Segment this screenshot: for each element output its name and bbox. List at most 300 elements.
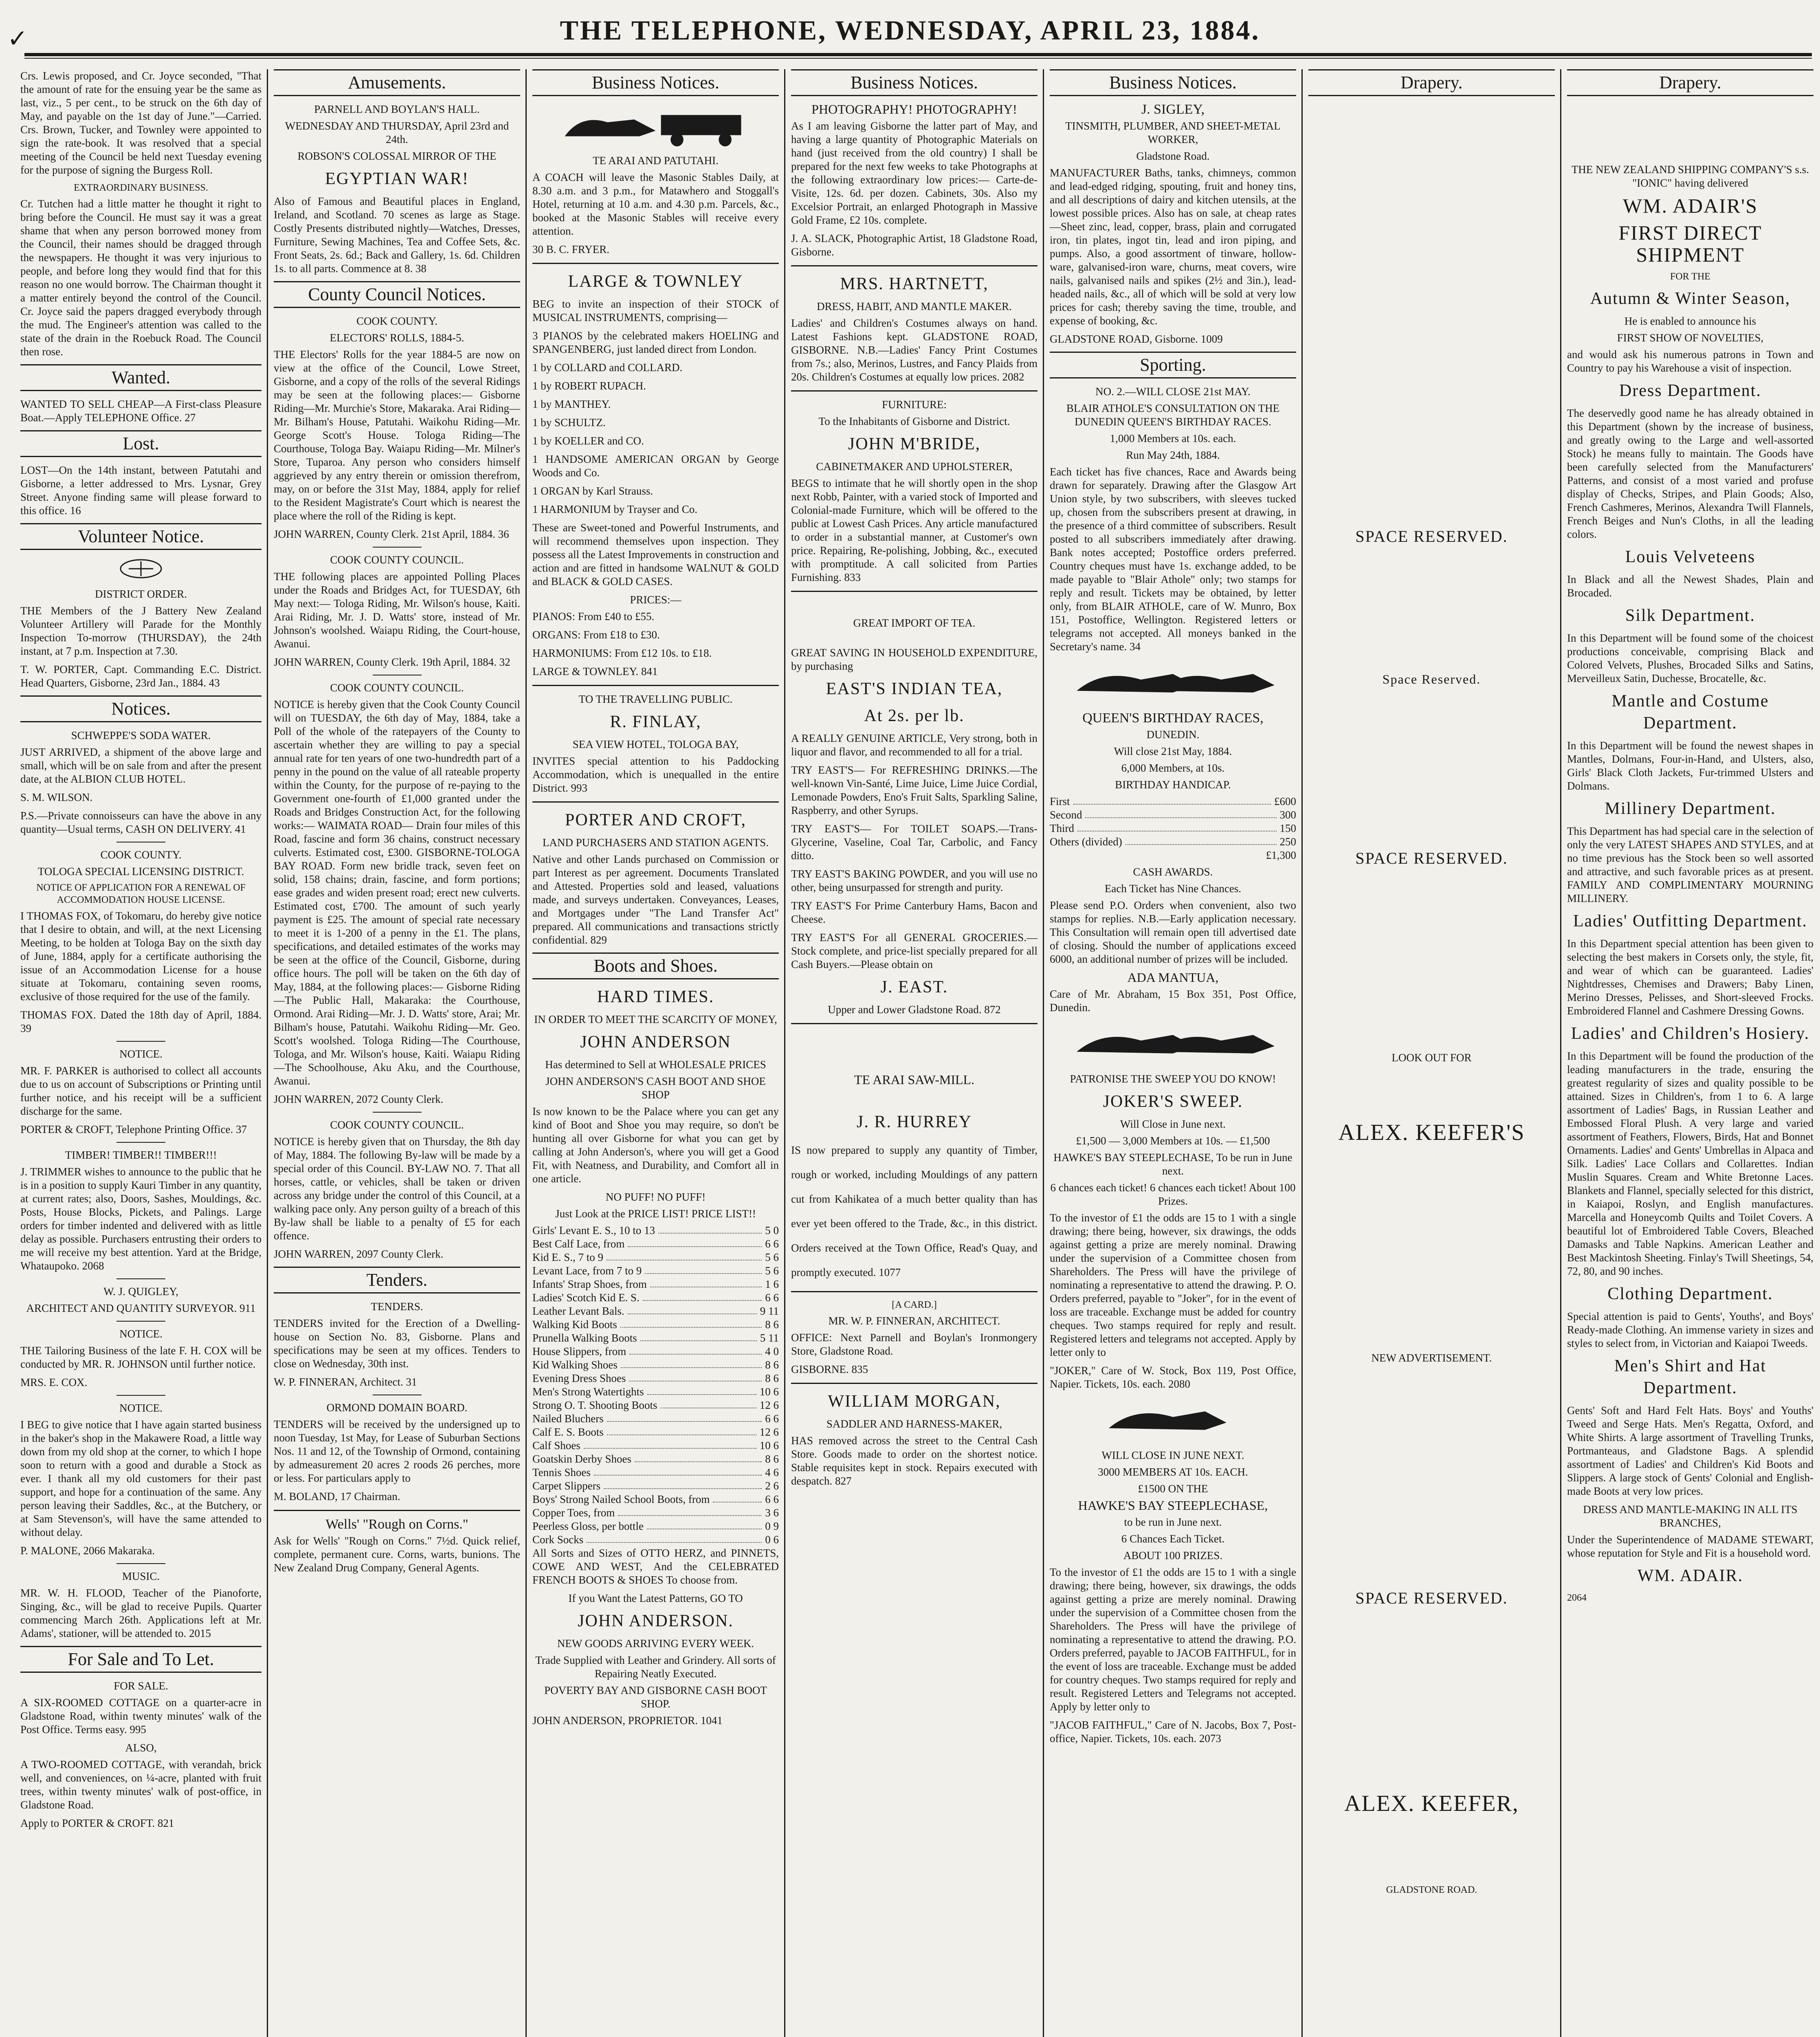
timber-body: J. TRIMMER wishes to announce to the public that he is in a position to supply Kauri Timber in any quantity, at current rates; also, Doors, Sashes, Mouldings, &c. Posts, House Blocks, Pickets, and Palings. Large orders for timber indented and delivered with as little delay as possible. Purchasers entrusting their orders to me will receive my best attention. Yard at the Bridge, Whataupoko. 2068: [20, 1166, 262, 1272]
price-list-value: 6 6: [765, 1238, 779, 1250]
clothing-body: Special attention is paid to Gents', Youths', and Boys' Ready-made Clothing. An immense variety in sizes and styles to select from, in Victorian and Kaiapoi Tweeds.: [1567, 1310, 1813, 1349]
queens-prize-list: [1050, 795, 1296, 849]
section-header-boots: Boots and Shoes.: [532, 953, 779, 979]
column-rule: [784, 69, 785, 2037]
large-item: 3 PIANOS by the celebrated makers HOELING and SPANGENBERG, just landed direct from London.: [532, 330, 779, 355]
mantua-signature: Care of Mr. Abraham, 15 Box 351, Post Office, Dunedin.: [1050, 988, 1296, 1014]
card-label: [A CARD.]: [892, 1300, 937, 1310]
ormond-body: TENDERS will be received by the undersigned up to noon Tuesday, 1st May, for Lease of Suburban Sections Nos. 11 and 12, of the Township of Ormond, containing by admeasurement 20 acres 2 roods 26 perches, more or less. For particulars apply to: [274, 1418, 520, 1484]
space-reserved: SPACE RESERVED.: [1355, 527, 1508, 546]
price-list-value: 2 6: [765, 1480, 779, 1492]
crest-emblem: [20, 557, 262, 584]
price-list-label: Infants' Strap Shoes, from: [532, 1278, 647, 1290]
price-list-label: Strong O. T. Shooting Boots: [532, 1399, 657, 1411]
column-1: [16, 69, 266, 2037]
price-list: [532, 1224, 779, 1546]
tenders-title: TENDERS.: [371, 1300, 423, 1313]
council-title: COOK COUNTY COUNCIL.: [330, 554, 464, 566]
council-signature: JOHN WARREN, County Clerk. 19th April, 1884. 32: [274, 656, 510, 668]
price-list-label: Nailed Bluchers: [532, 1412, 604, 1425]
price-list-row: [532, 1479, 779, 1493]
outfit-title: Ladies' Outfitting Department.: [1573, 912, 1807, 931]
joker-title: JOKER'S SWEEP.: [1103, 1092, 1243, 1111]
millinery-title: Millinery Department.: [1605, 799, 1776, 818]
tea-item: TRY EAST'S— For TOILET SOAPS.—Trans-Glycerine, Vaseline, Coal Tar, Carbolic, and Fancy ditto.: [791, 823, 1037, 862]
quigley-title: W. J. QUIGLEY,: [103, 1285, 178, 1298]
queens-close: Will close 21st May, 1884.: [1114, 745, 1232, 757]
column-rule: [267, 69, 268, 2037]
price-list-row: [532, 1439, 779, 1452]
porter-title: PORTER AND CROFT,: [565, 811, 746, 829]
large-item: 1 by COLLARD and COLLARD.: [532, 361, 683, 374]
gladstone-road: GLADSTONE ROAD.: [1386, 1885, 1477, 1895]
poverty-title: POVERTY BAY AND GISBORNE CASH BOOT SHOP.: [544, 1684, 767, 1710]
price-list-row: [532, 1318, 779, 1331]
masthead-rule: [24, 53, 1812, 56]
price-list-label: Girls' Levant E. S., 10 to 13: [532, 1224, 655, 1236]
mantua-title: ADA MANTUA,: [1127, 970, 1219, 985]
prices-title: PRICES:—: [630, 594, 681, 606]
clothing-title: Clothing Department.: [1607, 1285, 1773, 1303]
adair-invite: and would ask his numerous patrons in Town and Country to pay his Warehouse a visit of inspection.: [1567, 348, 1813, 374]
council-title: COOK COUNTY COUNCIL.: [330, 1119, 464, 1131]
music-title: MUSIC.: [122, 1570, 160, 1582]
price-list-label: Goatskin Derby Shoes: [532, 1453, 631, 1465]
price-list-value: 5 11: [760, 1332, 779, 1344]
price-list-label: Levant Lace, from 7 to 9: [532, 1265, 642, 1277]
blair-subtitle: BLAIR ATHOLE'S CONSULTATION ON THE DUNEDIN QUEEN'S BIRTHDAY RACES.: [1066, 402, 1280, 428]
volunteer-body: THE Members of the J Battery New Zealand Volunteer Artillery will Parade for the Monthly Inspection To-morrow (THURSDAY), the 24th instant, at 7 p.m. Inspection at 7.30.: [20, 605, 262, 657]
large-signature: LARGE & TOWNLEY. 841: [532, 665, 658, 678]
parnell-body: Also of Famous and Beautiful places in England, Ireland, and Scotland. 70 scenes as large as Stage. Costly Presents distributed nightly—Watches, Dresses, Furniture, Sewing Machines, Tea and Coffee Sets, &c. Front Seats, 2s. 6d.; Back and Gallery, 1s. 6d. Children 1s. to all parts. Commence at 8. 38: [274, 195, 520, 275]
large-item: 1 by MANTHEY.: [532, 398, 611, 410]
finlay-subtitle: SEA VIEW HOTEL, TOLOGA BAY,: [572, 738, 739, 750]
tea-item: TRY EAST'S For all GENERAL GROCERIES.—Stock complete, and price-list specially prepared for all Cash Buyers.—Please obtain on: [791, 931, 1037, 970]
section-header-sale: For Sale and To Let.: [20, 1646, 262, 1673]
tologa-body: I THOMAS FOX, of Tokomaru, do hereby give notice that I desire to obtain, and will, at the next Licensing Meeting, to be holden at Tologa Bay on the sixth day of June, 1884, apply for a certificate authorising the issue of an Accommodation License for a house situate at Tokomaru, containing seven rooms, exclusive of those required for the use of the family.: [20, 910, 262, 1003]
finlay-title: R. FINLAY,: [610, 713, 701, 731]
electors-signature: JOHN WARREN, County Clerk. 21st April, 1884. 36: [274, 528, 509, 540]
large-item: 1 by SCHULTZ.: [532, 416, 606, 429]
adair-season: Autumn & Winter Season,: [1590, 289, 1791, 308]
adair-signature: WM. ADAIR.: [1637, 1566, 1743, 1585]
music-body: MR. W. H. FLOOD, Teacher of the Pianoforte, Singing, &c., will be glad to receive Pupils. Quarter commencing March 26th. Applications left at Mr. Adams', stationer, will be attended to. 2015: [20, 1587, 262, 1639]
price-list-label: Peerless Gloss, per bottle: [532, 1520, 644, 1532]
mantle-body: In this Department will be found the newest shapes in Mantles, Dolmans, Four-in-Hand, and Ulsters, also, Girls' Black Cloth Jackets, Fur-trimmed Ulsters and Dolmans.: [1567, 739, 1813, 792]
prize-label: Others (divided): [1050, 836, 1122, 848]
hartnett-body: Ladies' and Children's Costumes always on hand. Latest Fashions kept. GLADSTONE ROAD, GISBORNE. N.B.—Ladies' Fancy Print Costumes from 7s.; also, Merinos, Lustres, and Fancy Plaids from 20s. Children's Costumes at equally low prices. 2082: [791, 317, 1037, 383]
masthead-rule-thin: [24, 58, 1812, 59]
mantle-title: Mantle and Costume Department.: [1611, 692, 1769, 733]
section-header-business: Business Notices.: [532, 69, 779, 96]
adair-shipment: FIRST DIRECT SHIPMENT: [1618, 221, 1762, 266]
prize-label: First: [1050, 795, 1070, 807]
price-list-value: 3 6: [765, 1507, 779, 1519]
price-list-row: [532, 1452, 779, 1466]
tea-item: TRY EAST'S BAKING POWDER, and you will use no other, being unsurpassed for strength and purity.: [791, 868, 1037, 893]
finneran-title: MR. W. P. FINNERAN, ARCHITECT.: [828, 1315, 1000, 1327]
coach-illustration: [549, 103, 763, 147]
price-list-value: 6 6: [765, 1291, 779, 1304]
tea-name: EAST'S INDIAN TEA,: [826, 680, 1003, 698]
price-list-row: [532, 1425, 779, 1439]
price-list-value: 4 0: [765, 1345, 779, 1357]
hosiery-body: In this Department will be found the production of the leading manufacturers in the trade, ensuring the greatest regularity of sizes and quality possible to be attained. Sizes in Children's, from 1 to 6. A large assortment of Ladies' Bags, in Russian Leather and Embossed Floral Plush. A very large and varied assortment of Feathers, Flowers, Birds, Hat and Bonnet Ornaments. Ladies' and Gents' Umbrellas in Alpaca and Silk. Ladies' Lace Collars and Collarettes. Indian Muslin Squares. Cream and White Bretonne Laces. Blankets and Flannel, specially selected for this district, in Kaiapoi, Roslyn, and English manufactures. Marcella and Honeycomb Quilts and Toilet Covers. A beautiful lot of Embroidered Table Covers, Bleached Damasks and Table Napkins. American Leather and Best Mackintosh Sheeting. Finlay's Twill Sheetings, 54, 72, 80, and 90 inches.: [1567, 1050, 1813, 1277]
price-list-label: Calf Shoes: [532, 1439, 580, 1452]
price-list-row: [532, 1399, 779, 1412]
velvet-body: In Black and all the Newest Shades, Plain and Brocaded.: [1567, 573, 1813, 599]
price-list-row: [532, 1385, 779, 1399]
wanted-ad: WANTED TO SELL CHEAP—A First-class Pleasure Boat.—Apply TELEPHONE Office. 27: [20, 398, 262, 424]
price-list-label: House Slippers, from: [532, 1345, 626, 1357]
queens-handicap: BIRTHDAY HANDICAP.: [1115, 779, 1231, 791]
hard-body-2: All Sorts and Sizes of OTTO HERZ, and PINNETS, COWE AND WEST, And the CELEBRATED FRENCH BOOTS & SHOES To choose from.: [532, 1547, 779, 1586]
photo-title: PHOTOGRAPHY! PHOTOGRAPHY!: [811, 102, 1017, 117]
price-list-label: Cork Socks: [532, 1533, 584, 1546]
large-item: 1 by ROBERT RUPACH.: [532, 380, 646, 392]
column-7: [1563, 69, 1818, 2037]
price-list-row: [532, 1412, 779, 1425]
joker-hawke: HAWKE'S BAY STEEPLECHASE, To be run in June next.: [1053, 1151, 1292, 1177]
section-header-wanted: Wanted.: [20, 364, 262, 391]
price-list-value: 4 6: [765, 1466, 779, 1478]
prize-label: Third: [1050, 822, 1074, 834]
east-subtitle: Upper and Lower Gladstone Road. 872: [828, 1003, 1001, 1016]
adair-enabled: He is enabled to announce his: [1624, 315, 1756, 327]
section-header-lost: Lost.: [20, 430, 262, 457]
hard-name: JOHN ANDERSON: [580, 1033, 731, 1051]
council-signature: JOHN WARREN, 2072 County Clerk.: [274, 1093, 444, 1105]
sigley-title: J. SIGLEY,: [1141, 102, 1205, 117]
notice-signature: P. MALONE, 2066 Makaraka.: [20, 1544, 155, 1557]
outfit-body: In this Department special attention has been given to selecting the best makers in Corsets only, the style, fit, and wear of which can be guaranteed. Ladies' Nightdresses, Chemises and Drawers; Baby Linen, Merino Dresses, Pelisses, and Short-sleeved Frocks. Embroidered Flannel and Cashmere Dressing Gowns.: [1567, 937, 1813, 1017]
council-report: Crs. Lewis proposed, and Cr. Joyce seconded, "That the amount of rate for the ensuing year be the same as last, viz., 5 per cent., to be struck on the 6th day of May, and payable on the 1st day of June."—Carried. Crs. Brown, Tucker, and Townley were appointed to sign the rate-book. It was resolved that a special meeting of the Council be held next Tuesday evening for the purpose of signing the Burgess Roll.: [20, 70, 262, 176]
porter-body: Native and other Lands purchased on Commission or part Interest as per agreement. Documents Translated and Attested. Properties sold and leased, valuations made, and surveys undertaken. Conveyances, Leases, and Mortgages under "The Land Transfer Act" prepared. All communications and transactions strictly confidential. 829: [532, 853, 779, 946]
price-list-row: [532, 1304, 779, 1318]
large-item: 1 HANDSOME AMERICAN ORGAN by George Woods and Co.: [532, 453, 779, 479]
prize-value: 250: [1279, 836, 1296, 848]
just-look: Just Look at the PRICE LIST! PRICE LIST!!: [555, 1208, 756, 1220]
tea-item: TRY EAST'S For Prime Canterbury Hams, Bacon and Cheese.: [791, 900, 1037, 925]
tologa-signature: THOMAS FOX. Dated the 18th day of April, 1884. 39: [20, 1009, 262, 1034]
june-title: HAWKE'S BAY STEEPLECHASE,: [1078, 1498, 1268, 1513]
parnell-war: EGYPTIAN WAR!: [325, 169, 469, 188]
coach-body: A COACH will leave the Masonic Stables Daily, at 8.30 a.m. and 3 p.m., for Matawhero and Stoggall's Hotel, returning at 10 a.m. and 4.30 p.m. Parcels, &c., booked at the Masonic Stables will receive every attention.: [532, 171, 779, 237]
price-list-label: Kid Walking Shoes: [532, 1359, 618, 1371]
velvet-title: Louis Velveteens: [1625, 548, 1756, 566]
price-item: ORGANS: From £18 to £30.: [532, 629, 660, 641]
price-list-label: Copper Toes, from: [532, 1507, 615, 1519]
newspaper-title: THE TELEPHONE, WEDNESDAY, APRIL 23, 1884.: [560, 15, 1260, 46]
adair-novelties: FIRST SHOW OF NOVELTIES,: [1617, 332, 1764, 344]
price-list-value: 9 11: [760, 1305, 779, 1317]
finneran-signature: GISBORNE. 835: [791, 1363, 868, 1375]
dressmaking-title: DRESS AND MANTLE-MAKING IN ALL ITS BRANCHES,: [1583, 1503, 1798, 1529]
notice-title: NOTICE.: [119, 1402, 163, 1414]
quigley-body: ARCHITECT AND QUANTITY SURVEYOR. 911: [26, 1302, 256, 1314]
section-header-volunteer: Volunteer Notice.: [20, 523, 262, 550]
column-4: [787, 69, 1042, 2037]
horse-illustration: [1066, 1021, 1280, 1066]
horse-illustration: [1066, 660, 1280, 705]
notice-body: I BEG to give notice that I have again started business in the baker's shop in the Makawere Road, a little way down from my old shop at the corner, to which I hope soon to return with a good and durable a Stock as ever. I thank all my old customers for their past support, and hope for a continuation of the same. Any person leaving their Saddles, &c., at the Butchery, or at Sam Stevenson's, will have the same attended to without delay.: [20, 1419, 262, 1538]
june-close: WILL CLOSE IN JUNE NEXT.: [1101, 1449, 1244, 1461]
prize-row: [1050, 808, 1296, 822]
keefer-name: ALEX. KEEFER'S: [1338, 1120, 1525, 1145]
blair-body: Each ticket has five chances, Race and Awards being drawn for separately. Drawing after the Glasgow Art Union style, by two subscribers, with sleeves tucked up, chosen from the subscribers present at drawing, in the presence of a third committee of subscribers. Result posted to all subscribers immediately after drawing. Bank notes accepted; Postoffice orders preferred. Country cheques must have 1s. exchange added, to be made payable to "Blair Athole" only; two stamps for reply and result. Tickets may be obtained, by letter only, from BLAIR ATHOLE, care of W. Munro, Box 151, Postoffice, Wellington. Registered letters or telegrams not accepted. All moneys banked in the Secretary's name. 34: [1050, 466, 1296, 653]
price-list-row: [532, 1237, 779, 1251]
large-body-2: These are Sweet-toned and Powerful Instruments, and will recommend themselves upon inspection. They possess all the Latest Improvements in construction and action and are fitted in handsome WALNUT & GOLD and BLACK & GOLD CASES.: [532, 521, 779, 587]
price-list-label: Evening Dress Shoes: [532, 1372, 626, 1384]
price-list-value: 6 6: [765, 1412, 779, 1425]
price-list-value: 10 6: [759, 1439, 779, 1452]
new-advertisement: NEW ADVERTISEMENT.: [1371, 1352, 1492, 1364]
space-reserved: SPACE RESERVED.: [1355, 849, 1508, 867]
timber-title: TIMBER! TIMBER!! TIMBER!!!: [65, 1149, 217, 1161]
also-signature: Apply to PORTER & CROFT. 821: [20, 1817, 174, 1829]
adair-name: WM. ADAIR'S: [1622, 194, 1758, 217]
joker-pre: PATRONISE THE SWEEP YOU DO KNOW!: [1070, 1073, 1276, 1085]
column-rule: [1560, 69, 1561, 2037]
section-header-notices: Notices.: [20, 695, 262, 722]
hard-big: JOHN ANDERSON.: [578, 1612, 734, 1630]
also-title: ALSO,: [125, 1742, 157, 1754]
june-pool: £1500 ON THE: [1138, 1483, 1208, 1495]
tologa-notice: NOTICE OF APPLICATION FOR A RENEWAL OF ACCOMMODATION HOUSE LICENSE.: [36, 882, 246, 905]
price-list-row: [532, 1493, 779, 1506]
tea-body-2: A REALLY GENUINE ARTICLE, Very strong, both in liquor and flavor, and recommended to all for a trial.: [791, 732, 1037, 758]
price-list-row: [532, 1345, 779, 1358]
price-list-value: 8 6: [765, 1318, 779, 1331]
space-reserved: Space Reserved.: [1382, 672, 1481, 686]
morgan-body: HAS removed across the street to the Central Cash Store. Goods made to order on the shortest notice. Stable requisites kept in stock. Repairs executed with despatch. 827: [791, 1434, 1037, 1487]
adair-intro: THE NEW ZEALAND SHIPPING COMPANY'S s.s. "IONIC" having delivered: [1571, 163, 1809, 189]
section-header-drapery: Drapery.: [1567, 69, 1813, 96]
sale-title: FOR SALE.: [114, 1680, 168, 1692]
joker-body: To the investor of £1 the odds are 15 to 1 with a single drawing; there being, however, six drawings, the odds against getting a prize are merely nominal. Drawing under the supervision of a Committee chosen from Shareholders. The Press will have the privilege of nominating a representative to attend the drawing. P. O. Orders preferred, payable to "Joker", for in the event of loss are traceable. Exchange must be added for country cheques. Two stamps required for reply and result. Registered letters and telegrams not accepted. Apply by letter only to: [1050, 1212, 1296, 1358]
column-rule: [1301, 69, 1303, 2037]
council-signature: JOHN WARREN, 2097 County Clerk.: [274, 1248, 444, 1260]
hard-shop: JOHN ANDERSON'S CASH BOOT AND SHOE SHOP: [545, 1075, 766, 1101]
electors-subtitle: ELECTORS' ROLLS, 1884-5.: [330, 332, 464, 344]
hard-latest: If you Want the Latest Patterns, GO TO: [568, 1592, 743, 1604]
price-list-value: 12 6: [759, 1426, 779, 1438]
notice-signature: MRS. E. COX.: [20, 1376, 88, 1388]
hard-line: Has determined to Sell at WHOLESALE PRICES: [545, 1058, 766, 1071]
price-list-label: Tennis Shoes: [532, 1466, 591, 1478]
hartnett-title: MRS. HARTNETT,: [840, 275, 989, 293]
hard-trade: Trade Supplied with Leather and Grindery. All sorts of Repairing Neatly Executed.: [535, 1654, 776, 1680]
price-item: PIANOS: From £40 to £55.: [532, 610, 655, 623]
price-list-value: 8 6: [765, 1372, 779, 1384]
prize-label: Second: [1050, 809, 1082, 821]
notice-title: NOTICE.: [119, 1328, 163, 1340]
queens-subtitle: DUNEDIN.: [1146, 728, 1200, 741]
price-list-value: 5 6: [765, 1251, 779, 1263]
hurrey-title: J. R. HURREY: [856, 1113, 972, 1131]
sigley-address: Gladstone Road.: [1136, 150, 1210, 162]
tologa-title: TOLOGA SPECIAL LICENSING DISTRICT.: [37, 865, 244, 878]
look-out: LOOK OUT FOR: [1391, 1051, 1472, 1064]
hard-title: HARD TIMES.: [597, 988, 714, 1006]
price-list-value: 1 6: [765, 1278, 779, 1290]
price-list-row: [532, 1506, 779, 1520]
photo-body: As I am leaving Gisborne the latter part of May, and having a large quantity of Photographic Materials on hand (just received from the old country) I shall be prepared for the next few weeks to take Photographs at the following extraordinary low prices:— Carte-de-Visite, 12s. 6d. per dozen. Cabinets, 30s. Also my Excelsior Portrait, an enlarged Photograph in Massive Gold Frame, £2 10s. complete.: [791, 120, 1037, 226]
millinery-body: This Department has had special care in the selection of only the very LATEST SHAPES AND STYLES, and at no time previous has the Stock been so well assorted and attractive, and such favorable prices as at present. FAMILY AND COMPLIMENTARY MOURNING MILLINERY.: [1567, 825, 1813, 904]
ormond-title: ORMOND DOMAIN BOARD.: [326, 1401, 468, 1414]
parnell-dates: WEDNESDAY AND THURSDAY, April 23rd and 24th.: [285, 120, 509, 145]
column-3: [528, 69, 783, 2037]
price-list-label: Leather Levant Bals.: [532, 1305, 624, 1317]
queens-body: Please send P.O. Orders when convenient, also two stamps for replies. N.B.—Early application necessary. This Consultation will remain open till advertised date of closing. Should the number of applications exceed 6000, an additional number of prizes will be included.: [1050, 899, 1296, 965]
for-the: FOR THE: [1670, 271, 1710, 282]
price-list-label: Calf E. S. Boots: [532, 1426, 604, 1438]
blair-members: 1,000 Members at 10s. each.: [1110, 432, 1236, 444]
photo-signature: J. A. SLACK, Photographic Artist, 18 Gladstone Road, Gisborne.: [791, 232, 1037, 258]
queens-total: £1,300: [1266, 849, 1296, 861]
notice-signature: PORTER & CROFT, Telephone Printing Office. 37: [20, 1123, 247, 1135]
june-signature: "JACOB FAITHFUL," Care of N. Jacobs, Box 7, Post-office, Napier. Tickets, 10s. each. 2073: [1050, 1719, 1296, 1744]
blair-run: Run May 24th, 1884.: [1126, 449, 1220, 461]
county-title: COOK COUNTY.: [100, 849, 182, 861]
price-list-value: 0 9: [765, 1520, 779, 1532]
large-title: LARGE & TOWNLEY: [568, 272, 743, 291]
furniture-title: FURNITURE:: [881, 398, 947, 411]
hosiery-title: Ladies' and Children's Hosiery.: [1571, 1024, 1810, 1043]
joker-chances: 6 chances each ticket! 6 chances each ticket! About 100 Prizes.: [1050, 1181, 1296, 1207]
coach-signature: 30 B. C. FRYER.: [532, 243, 610, 255]
joker-signature: "JOKER," Care of W. Stock, Box 119, Post Office, Napier. Tickets, 10s. each. 2080: [1050, 1364, 1296, 1390]
notice-title: NOTICE.: [119, 1048, 163, 1060]
section-header-county: County Council Notices.: [274, 281, 520, 308]
price-list-row: [532, 1251, 779, 1264]
sale-body: A SIX-ROOMED COTTAGE on a quarter-acre in Gladstone Road, within twenty minutes' walk of the Post Office. Terms easy. 995: [20, 1696, 262, 1736]
parnell-title: PARNELL AND BOYLAN'S HALL.: [314, 103, 480, 115]
queens-title: QUEEN'S BIRTHDAY RACES,: [1082, 711, 1264, 726]
hartnett-subtitle: DRESS, HABIT, AND MANTLE MAKER.: [817, 300, 1012, 312]
council-body: NOTICE is hereby given that on Thursday, the 8th day of May, 1884. The following By-law will be made by a special order of this Council. BY-LAW NO. 7. That all horses, cattle, or vehicles, shall be taken or driven across any bridge under the control of this Council, at a walking pace only. Any person guilty of a breach of this By-law shall be liable to a penalty of £5 for each offence.: [274, 1135, 520, 1242]
price-list-label: Men's Strong Watertights: [532, 1386, 644, 1398]
column-2: [270, 69, 524, 2037]
section-header-business: Business Notices.: [791, 69, 1037, 96]
large-item: 1 by KOELLER and CO.: [532, 435, 644, 447]
sigley-subtitle: TINSMITH, PLUMBER, AND SHEET-METAL WORKER,: [1065, 120, 1281, 145]
large-body: BEG to invite an inspection of their STOCK of MUSICAL INSTRUMENTS, comprising—: [532, 298, 779, 323]
large-item: 1 ORGAN by Karl Strauss.: [532, 485, 653, 497]
shirt-title: Men's Shirt and Hat Department.: [1614, 1357, 1767, 1397]
each-ticket: Each Ticket has Nine Chances.: [1104, 882, 1242, 895]
hard-body: Is now known to be the Palace where you can get any kind of Boot and Shoe you may require, so don't be hunting all over Gisborne for what you can get by calling at John Anderson's, where you will get a Good Fit, with Neatness, and Durability, and Comfort all in one article.: [532, 1105, 779, 1185]
council-body: THE following places are appointed Polling Places under the Roads and Bridges Act, for TUESDAY, 6th May next:— Tologa Riding, Mr. Wilson's house, Kaiti. Arai Riding, Mr. J. D. Watts' store, instead of Mr. Johnson's woolshed. Waiapu Riding, the Court-house, Awanui.: [274, 570, 520, 650]
east-title: J. EAST.: [880, 978, 948, 997]
council-body: NOTICE is hereby given that the Cook County Council will on TUESDAY, the 6th day of May, 1884, take a Poll of the whole of the ratepayers of the County to ascertain whether they are willing to pay a special annual rate for ten years of one two-hundredth part of a penny in the pound on the value of all rateable property within the County, for the purpose of re-paying to the Government one-fourth of £1,000 granted under the Roads and Bridges Construction Act, for the following works:— WAIMATA ROAD— Drain four miles of this Road, fascine and form 36 chains, construct necessary culverts. Estimated cost, £300. GISBORNE-TOLOGA BAY ROAD. Form new bridle track, seven feet on solid, 158 chains; drain, fascine, and form portions; ease grades and widen present road; erect new culverts. Estimated cost, £700. The amount of such yearly payment is £25. The amount of special rate necessary to meet it is 1-200 of a penny in the £1. The plans, specifications, and detailed estimates of the works may be seen at the office of the Council, Gisborne, during office hours. The poll will be taken on the 6th day of May, 1884, at the following places:— Gisborne Riding—The Public Hall, Makaraka: the Courthouse, Ormond. Arai Riding—Mr. J. D. Watts' store, Arai; Mr. Bilham's house, Patutahi. Waikohu Riding—Mr. Geo. Scott's woolshed. Tologa Riding—The Courthouse, Tologa, and Mr. Wilson's house, Kaiti. Waiapu Riding—The Schoolhouse, Aku Aku, and the Courthouse, Awanui.: [274, 698, 520, 1087]
notice-body: MR. F. PARKER is authorised to collect all accounts due to us on account of Subscriptions or Printing until further notice, and his receipt will be a sufficient discharge for the same.: [20, 1065, 262, 1117]
section-header-sporting: Sporting.: [1050, 352, 1296, 378]
soda-ps: P.S.—Private connoisseurs can have the above in any quantity—Usual terms, CASH ON DELIVERY. 41: [20, 810, 262, 835]
queens-members: 6,000 Members, at 10s.: [1121, 762, 1225, 774]
price-list-label: Walking Kid Boots: [532, 1318, 617, 1331]
price-list-label: Prunella Walking Boots: [532, 1332, 637, 1344]
section-header-business: Business Notices.: [1050, 69, 1296, 96]
large-item: 1 HARMONIUM by Trayser and Co.: [532, 503, 698, 515]
price-list-row: [532, 1372, 779, 1385]
price-list-row: [532, 1264, 779, 1278]
june-prizes-header: ABOUT 100 PRIZES.: [1123, 1549, 1223, 1562]
prize-value: 300: [1279, 809, 1296, 821]
morgan-title: WILLIAM MORGAN,: [828, 1392, 1001, 1411]
tenders-body: TENDERS invited for the Erection of a Dwelling-house on Section No. 83, Gisborne. Plans and specifications may be seen at my offices. Tenders to close on Wednesday, 30th inst.: [274, 1317, 520, 1370]
electors-body: THE Electors' Rolls for the year 1884-5 are now on view at the office of the Council, Lowe Street, Gisborne, and a copy of the rolls of the several Ridings may be seen at the following places:— Gisborne Riding—Mr. Murchie's Store, Makaraka. Arai Riding—Mr. Bilham's House, Patutahi. Waikohu Riding—Mr. George Scott's House. Tologa Riding—The Courthouse, Tologa Bay. Waiapu Riding—Mr. Milner's Store, Tuparoa. Any person who considers himself aggrieved by any entry therein or omission therefrom, may, on or before the 31st May, 1884, apply for relief to the Resident Magistrate's Court which is nearest the place where the roll of the Riding is kept.: [274, 348, 520, 522]
tenders-signature: W. P. FINNERAN, Architect. 31: [274, 1376, 417, 1388]
tea-price: At 2s. per lb.: [864, 706, 965, 725]
prize-row: [1050, 835, 1296, 849]
silk-body: In this Department will be found some of the choicest productions conceivable, comprising Black and Colored Velvets, Plushes, Brocaded Silks and Satins, Merveilleux Satin, Duchesse, Brocatelle, &c.: [1567, 632, 1813, 684]
parnell-show: ROBSON'S COLOSSAL MIRROR OF THE: [297, 150, 497, 162]
notice-body: THE Tailoring Business of the late F. H. COX will be conducted by MR. R. JOHNSON until further notice.: [20, 1344, 262, 1370]
masthead: [0, 0, 1820, 61]
sigley-body: MANUFACTURER Baths, tanks, chimneys, common and lead-edged ridging, spouting, fruit and honey tins, and all descriptions of dairy and kitchen utensils, at the lowest possible prices. Also has on sale, at cheap rates—Sheet zinc, lead, copper, brass, plain and corrugated iron, tin plates, ingot tin, lead and iron piping, and pumps. Also, a good assortment of tinware, hollow-ware, galvanised-iron ware, churns, meat covers, wire nails, galvanised nails and spikes (2½ and 3in.), lead-headed nails, &c., all of which will be sold at very low prices for cash; thereby saving the time, trouble, and expense of booking, &c.: [1050, 167, 1296, 327]
column-rule: [525, 69, 527, 2037]
coach-title: TE ARAI AND PATUTAHI.: [593, 154, 719, 167]
wells-body: Ask for Wells' "Rough on Corns." 7½d. Quick relief, complete, permanent cure. Corns, warts, bunions. The New Zealand Drug Company, General Agents.: [274, 1535, 520, 1574]
extraordinary-body: Cr. Tutchen had a little matter he thought it right to bring before the Council. He must say it was a great shame that when any person borrowed money from the Council, their names should be dragged through the newspapers. He thought it was very injurious to people, and before long they would find that for this reason no one would borrow. The Chairman thought it a matter entirely beyond the control of the Council. Cr. Joyce said the papers dragged everybody through the mud. The Engineer's attention was called to the state of the drain in the Roebuck Road. The Council then rose.: [20, 198, 262, 358]
price-list-value: 8 6: [765, 1359, 779, 1371]
prize-value: £600: [1274, 795, 1296, 807]
price-list-value: 8 6: [765, 1453, 779, 1465]
june-run: to be run in June next.: [1124, 1516, 1222, 1528]
finlay-pre: TO THE TRAVELLING PUBLIC.: [578, 693, 733, 705]
soda-signature: S. M. WILSON.: [20, 791, 93, 803]
june-members: 3000 MEMBERS AT 10s. EACH.: [1098, 1466, 1248, 1478]
sigley-signature: GLADSTONE ROAD, Gisborne. 1009: [1050, 333, 1223, 345]
hard-goods: NEW GOODS ARRIVING EVERY WEEK.: [557, 1637, 754, 1650]
section-header-drapery: Drapery.: [1308, 69, 1555, 96]
wells-title: Wells' "Rough on Corns.": [325, 1517, 468, 1532]
tea-item: TRY EAST'S— For REFRESHING DRINKS.—The well-known Vin-Santé, Lime Juice, Lime Juice Cordial, Lemonade Powders, Eno's Fruit Salts, Sparkling Saline, Raspberry, and other Syrups.: [791, 764, 1037, 816]
column-5: [1046, 69, 1300, 2037]
section-header-amusements: Amusements.: [274, 69, 520, 96]
keefer-name: ALEX. KEEFER,: [1344, 1791, 1519, 1816]
finlay-body: INVITES special attention to his Paddocking Accommodation, which is unequalled in the entire District. 993: [532, 755, 779, 794]
space-reserved: SPACE RESERVED.: [1355, 1589, 1508, 1607]
price-list-value: 12 6: [759, 1399, 779, 1411]
soda-body: JUST ARRIVED, a shipment of the above large and small, which will be on sale from and after the present date, at the ALBION CLUB HOTEL.: [20, 746, 262, 785]
blair-title: NO. 2.—WILL CLOSE 21st MAY.: [1095, 385, 1251, 398]
silk-title: Silk Department.: [1625, 606, 1755, 625]
lost-ad: LOST—On the 14th instant, between Patutahi and Gisborne, a letter addressed to Mrs. Lysnar, Grey Street. Anyone finding same will please forward to this office. 16: [20, 464, 262, 517]
no-puff: NO PUFF! NO PUFF!: [605, 1191, 706, 1203]
hard-subtitle: IN ORDER TO MEET THE SCARCITY OF MONEY,: [534, 1013, 777, 1025]
furniture-pre: To the Inhabitants of Gisborne and District.: [818, 415, 1010, 427]
morgan-subtitle: SADDLER AND HARNESS-MAKER,: [826, 1418, 1002, 1430]
price-list-label: Boys' Strong Nailed School Boots, from: [532, 1493, 710, 1505]
tea-title: GREAT IMPORT OF TEA.: [853, 617, 976, 629]
horse-illustration: [1066, 1397, 1280, 1442]
price-list-value: 0 6: [765, 1533, 779, 1546]
shirt-body: Gents' Soft and Hard Felt Hats. Boys' and Youths' Tweed and Serge Hats. Men's Regatta, Oxford, and White Shirts. A large assortment of Travelling Trunks, Portmanteaus, and Gladstone Bags. A splendid assortment of Ladies' and Children's Kid Boots and Slippers. A large stock of Gents' Colonial and English-made Boots at very low prices.: [1567, 1404, 1813, 1497]
price-list-label: Carpet Slippers: [532, 1480, 601, 1492]
joker-members: £1,500 — 3,000 Members at 10s. — £1,500: [1076, 1135, 1270, 1147]
price-list-row: [532, 1466, 779, 1479]
price-list-row: [532, 1278, 779, 1291]
june-body: To the investor of £1 the odds are 15 to 1 with a single drawing; there being, however, six drawings, the odds against getting a prize are merely nominal. Drawing under the supervision of a Committee chosen from the Shareholders. The Press will have the privilege of nominating a representative to attend the drawing. P.O. Orders preferred, payable to JACOB FAITHFUL, for in the event of loss are traceable. Exchange must be added for country cheques. Two stamps required for reply and result. Registered Letters and Telegrams not accepted. Apply by letter only to: [1050, 1566, 1296, 1713]
column-rule: [1043, 69, 1044, 2037]
corner-mark: ✓: [7, 25, 28, 52]
price-list-row: [532, 1520, 779, 1533]
price-list-value: 5 6: [765, 1265, 779, 1277]
dress-title: Dress Department.: [1619, 381, 1761, 400]
tea-body: GREAT SAVING IN HOUSEHOLD EXPENDITURE, by purchasing: [791, 647, 1037, 672]
